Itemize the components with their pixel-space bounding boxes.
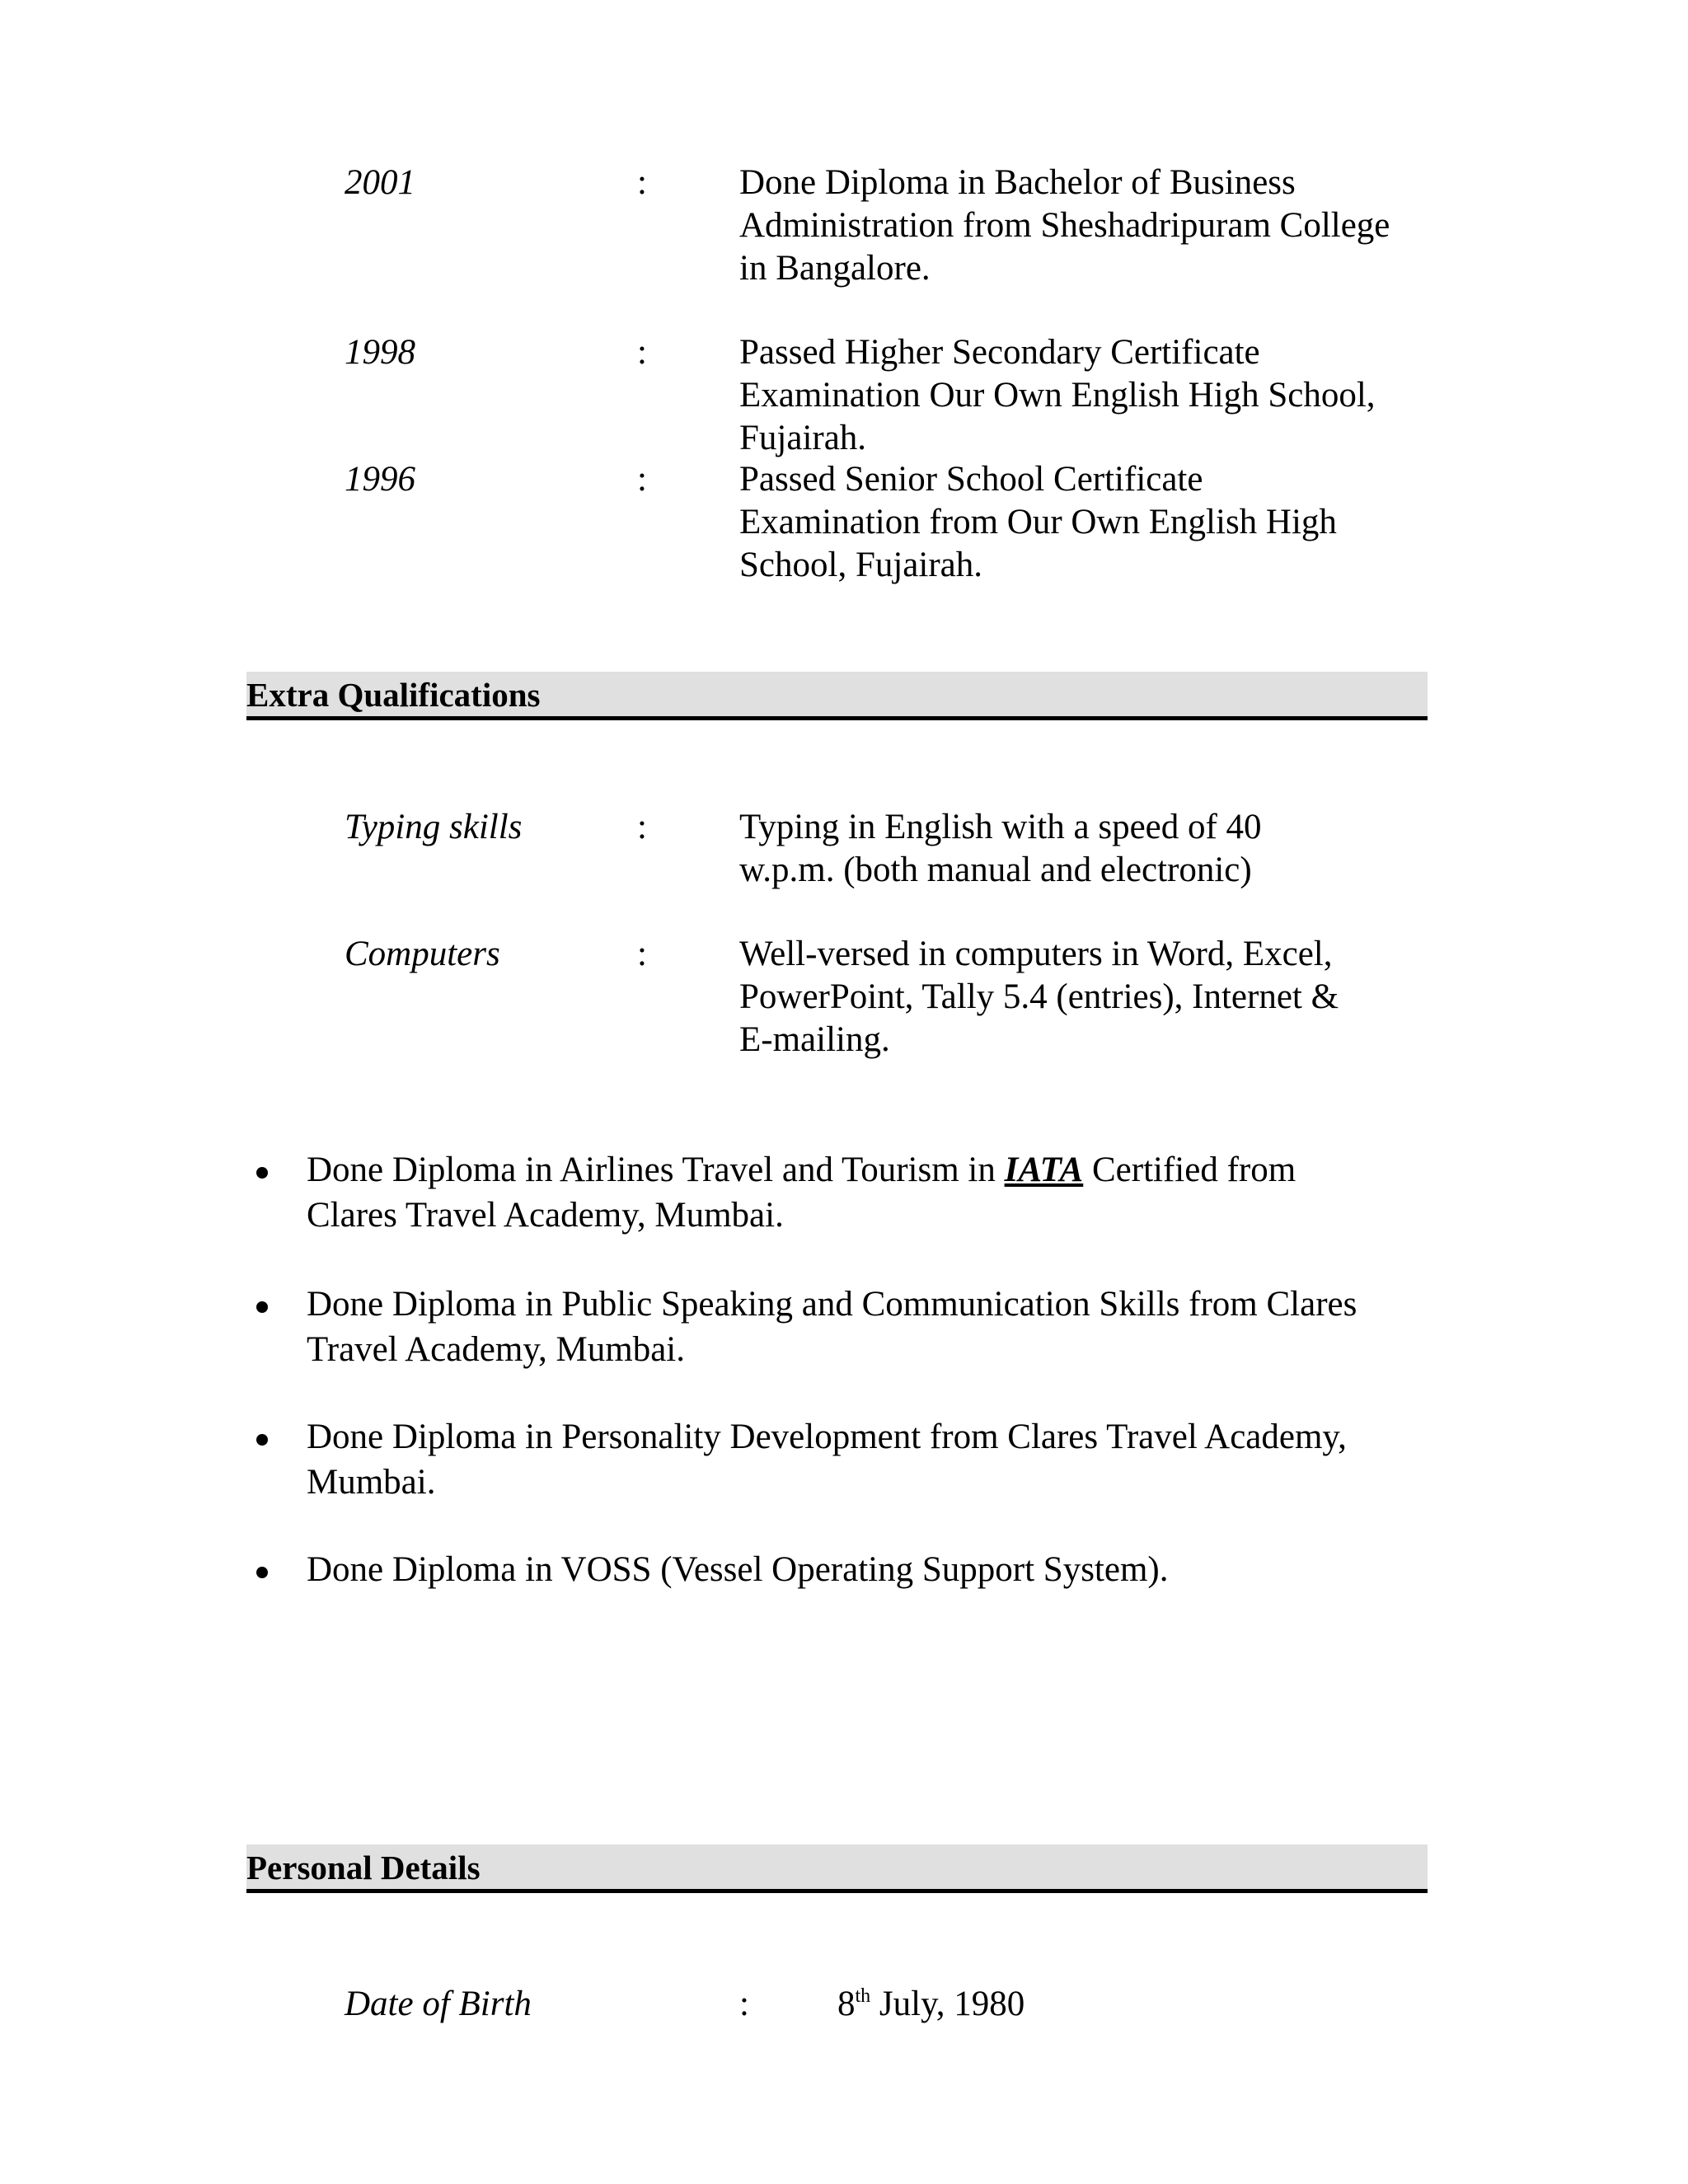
description-line: Fujairah.: [739, 419, 867, 457]
bullet-line: Clares Travel Academy, Mumbai.: [307, 1196, 784, 1235]
dob-month-year: July, 1980: [870, 1985, 1025, 2023]
qualification-label: Computers: [345, 935, 500, 973]
description-line: Typing in English with a speed of 40: [739, 808, 1262, 846]
bullet-line: Travel Academy, Mumbai.: [307, 1330, 685, 1369]
separator: :: [637, 935, 647, 973]
bullet-line: [307, 1147, 1444, 1193]
dob-label: Date of Birth: [345, 1985, 532, 2023]
bullet-text: [307, 1147, 1444, 1238]
qualification-label: Typing skills: [345, 808, 523, 846]
bullet-icon: [256, 1434, 268, 1446]
description-line: School, Fujairah.: [739, 546, 982, 584]
description-line: PowerPoint, Tally 5.4 (entries), Internet &: [739, 977, 1339, 1016]
dob-day: 8: [837, 1985, 856, 2023]
qualification-description: [739, 806, 1440, 892]
section-header-personal-details: [246, 1844, 1428, 1893]
section-header-extra-qualifications: [246, 672, 1428, 720]
bullet-icon: [256, 1167, 268, 1179]
description-line: Done Diploma in Bachelor of Business: [739, 163, 1296, 202]
dob-value: [837, 1983, 1025, 2026]
bullet-line: Done Diploma in Personality Development from Clares Travel Academy,: [307, 1418, 1347, 1456]
description-line: Administration from Sheshadripuram College: [739, 206, 1390, 245]
bullet-line: Done Diploma in Public Speaking and Communication Skills from Clares: [307, 1285, 1357, 1324]
education-year: 1998: [345, 333, 415, 372]
education-description: [739, 458, 1440, 587]
bullet-line: Done Diploma in VOSS (Vessel Operating Support System).: [307, 1550, 1169, 1589]
education-year: 1996: [345, 460, 415, 499]
education-year: 2001: [345, 163, 415, 202]
description-line: Examination Our Own English High School,: [739, 376, 1376, 415]
section-title: Personal Details: [246, 1849, 481, 1886]
description-line: Passed Senior School Certificate: [739, 460, 1203, 499]
dob-day-suffix: th: [855, 1985, 871, 2007]
description-line: Examination from Our Own English High: [739, 503, 1337, 541]
description-line: Well-versed in computers in Word, Excel,: [739, 935, 1333, 973]
separator: :: [637, 163, 647, 202]
iata-emphasis: IATA: [1004, 1151, 1084, 1189]
description-line: E-mailing.: [739, 1020, 890, 1059]
description-line: w.p.m. (both manual and electronic): [739, 851, 1252, 889]
bullet-text-part: Done Diploma in Airlines Travel and Tourism in: [307, 1151, 1005, 1189]
separator: :: [637, 460, 647, 499]
separator: :: [637, 333, 647, 372]
description-line: in Bangalore.: [739, 249, 931, 288]
qualification-description: [739, 933, 1440, 1062]
bullet-icon: [256, 1301, 268, 1313]
bullet-text: [307, 1282, 1444, 1372]
bullet-text: [307, 1414, 1444, 1505]
bullet-text-part: Certified from: [1083, 1151, 1296, 1189]
separator: :: [739, 1985, 749, 2023]
section-title: Extra Qualifications: [246, 676, 541, 714]
bullet-line: Mumbai.: [307, 1463, 436, 1502]
education-description: [739, 162, 1440, 290]
bullet-icon: [256, 1567, 268, 1578]
separator: :: [637, 808, 647, 846]
education-description: [739, 331, 1440, 460]
description-line: Passed Higher Secondary Certificate: [739, 333, 1260, 372]
bullet-text: [307, 1547, 1444, 1592]
